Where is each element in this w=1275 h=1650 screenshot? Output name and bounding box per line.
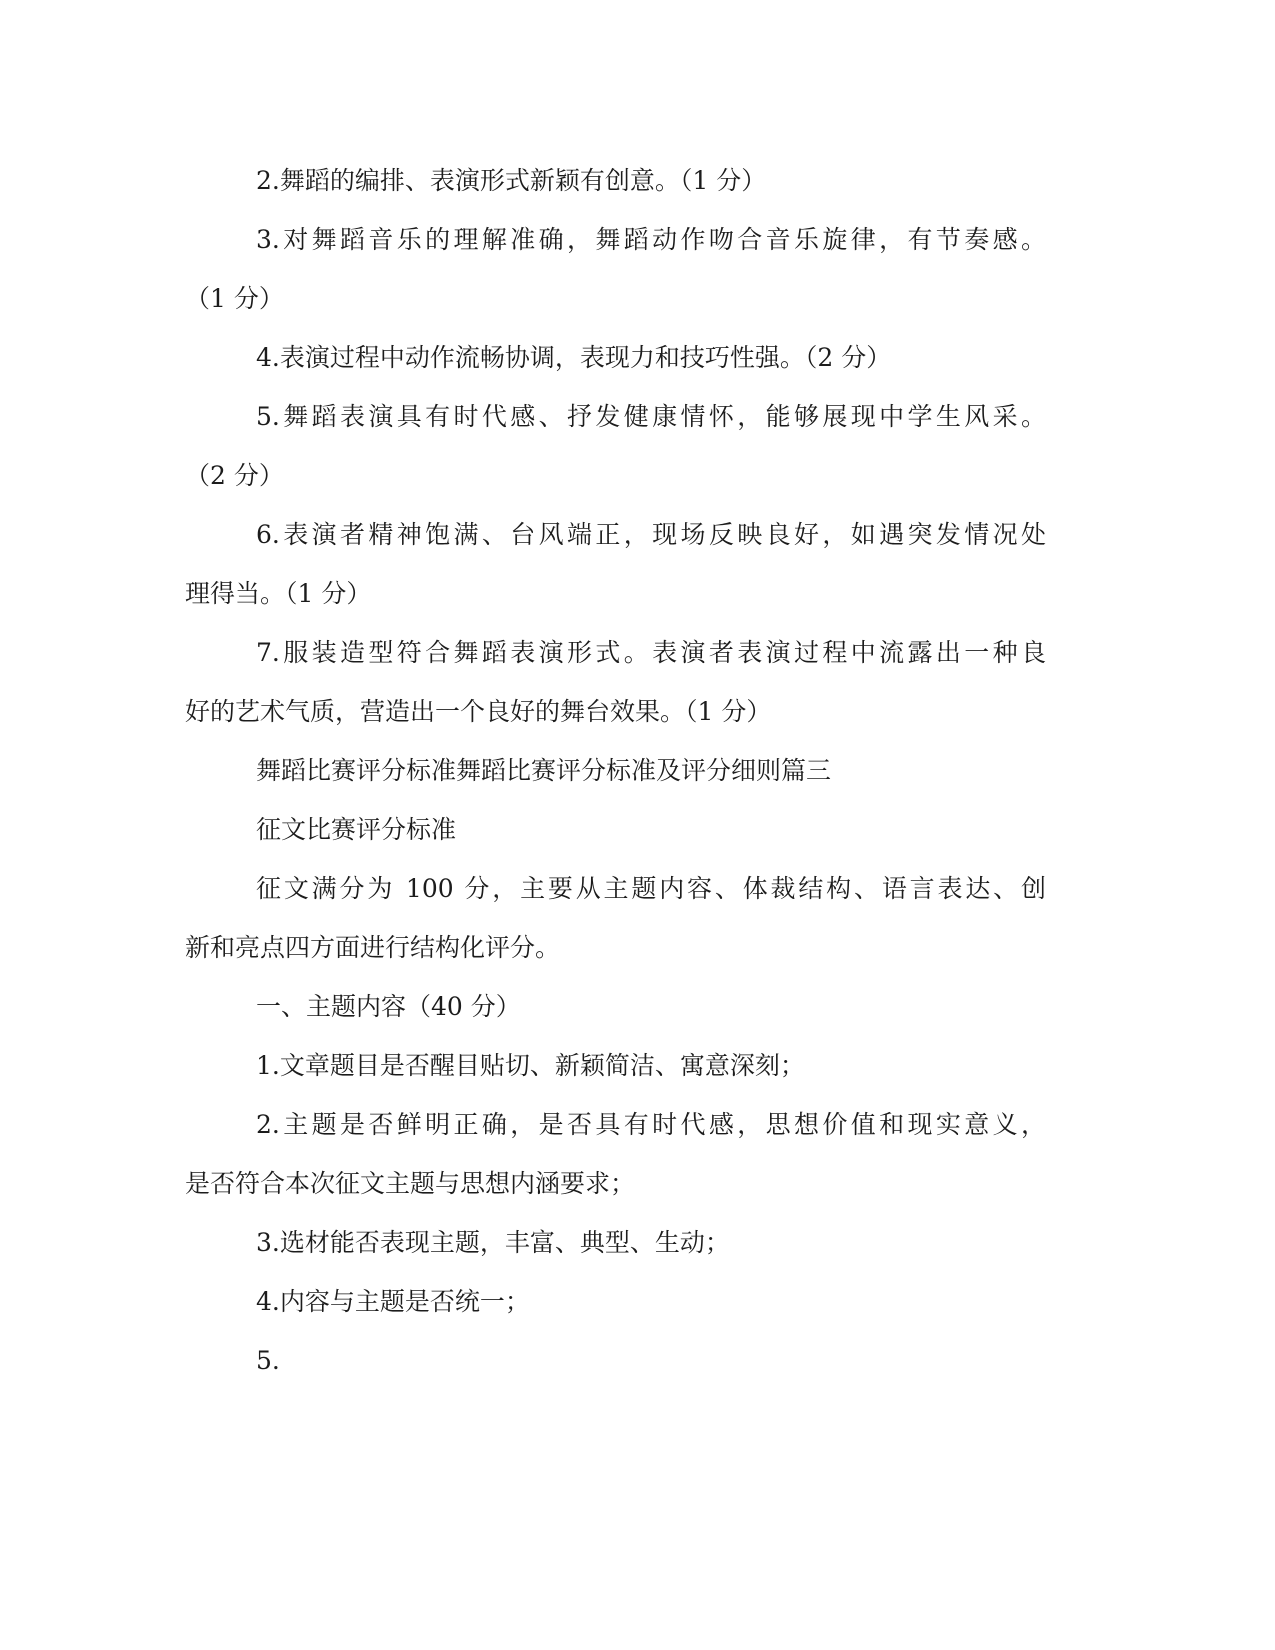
text-line: 3.对舞蹈音乐的理解准确，舞蹈动作吻合音乐旋律，有节奏感。: [256, 225, 1046, 254]
text-line: 2.舞蹈的编排、表演形式新颖有创意。（1 分）: [256, 166, 767, 195]
text-line: 5.舞蹈表演具有时代感、抒发健康情怀，能够展现中学生风采。: [256, 402, 1046, 431]
section-heading: 一、主题内容（40 分）: [256, 992, 521, 1021]
text-line: 新和亮点四方面进行结构化评分。: [185, 933, 561, 962]
text-line: （2 分）: [185, 461, 284, 490]
text-line: 7.服装造型符合舞蹈表演形式。表演者表演过程中流露出一种良: [256, 638, 1046, 667]
text-line: 4.表演过程中动作流畅协调，表现力和技巧性强。（2 分）: [256, 343, 892, 372]
text-line: 征文满分为 100 分，主要从主题内容、体裁结构、语言表达、创: [256, 874, 1046, 903]
text-line: 4.内容与主题是否统一；: [256, 1287, 530, 1316]
text-line: 理得当。（1 分）: [185, 579, 372, 608]
text-line: 是否符合本次征文主题与思想内涵要求；: [185, 1169, 636, 1198]
text-line: （1 分）: [185, 284, 284, 313]
text-line: 1.文章题目是否醒目贴切、新颖简洁、寓意深刻；: [256, 1051, 805, 1080]
text-line: 好的艺术气质，营造出一个良好的舞台效果。（1 分）: [185, 697, 772, 726]
text-line: 5.: [256, 1346, 280, 1375]
section-heading: 征文比赛评分标准: [256, 815, 457, 844]
text-line: 6.表演者精神饱满、台风端正，现场反映良好，如遇突发情况处: [256, 520, 1046, 549]
section-heading: 舞蹈比赛评分标准舞蹈比赛评分标准及评分细则篇三: [256, 756, 832, 785]
text-line: 3.选材能否表现主题，丰富、典型、生动；: [256, 1228, 730, 1257]
text-line: 2.主题是否鲜明正确，是否具有时代感，思想价值和现实意义，: [256, 1110, 1046, 1139]
